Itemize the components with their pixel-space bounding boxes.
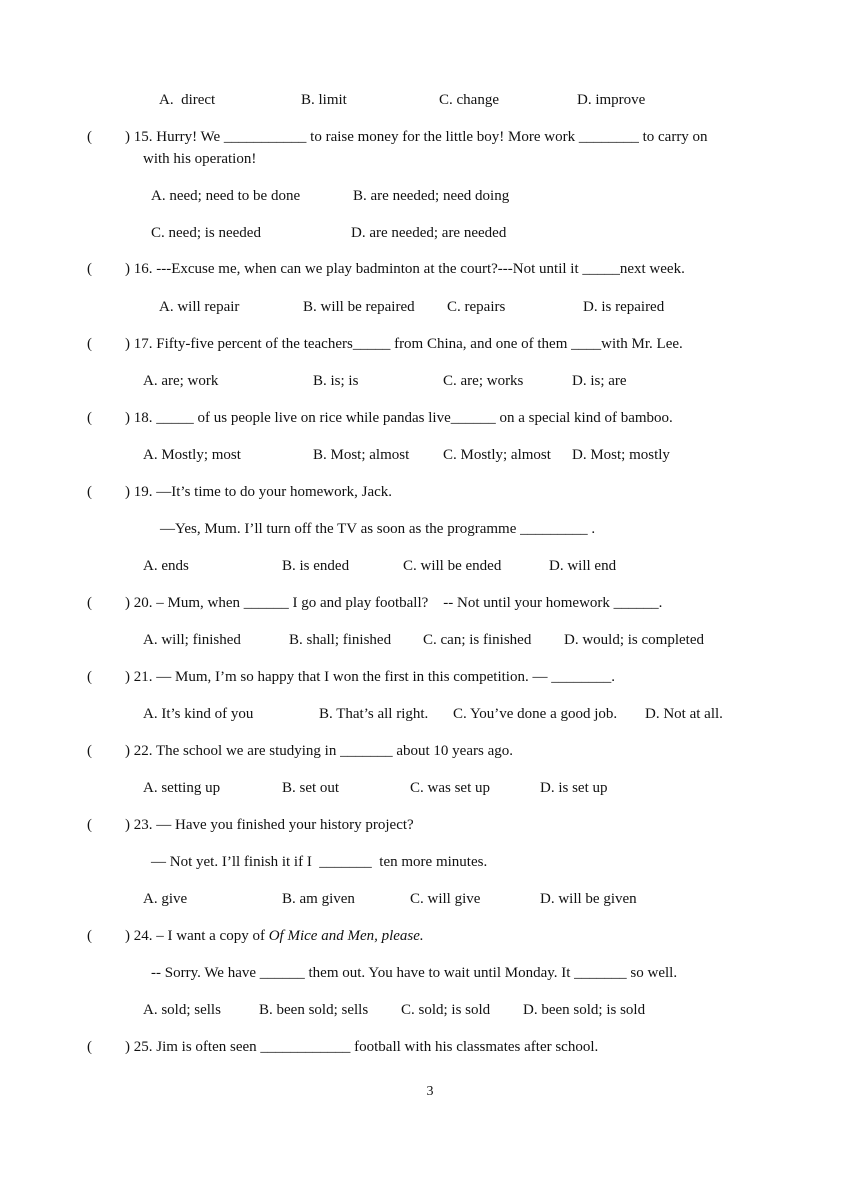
- q19-stem-cont: —Yes, Mum. I’ll turn off the TV as soon as the programme _________ .: [160, 521, 596, 537]
- q20-option-c: C. can; is finished: [423, 632, 532, 648]
- q24-option-d: D. been sold; is sold: [523, 1002, 646, 1018]
- q22-option-b: B. set out: [282, 780, 340, 796]
- answer-paren: (: [87, 484, 92, 500]
- q22-option-c: C. was set up: [410, 780, 490, 796]
- q15-option-b: B. are needed; need doing: [353, 188, 510, 204]
- q16-text: . ---Excuse me, when can we play badminton at the court?---Not until it _____next week.: [148, 261, 685, 277]
- q16-option-d: D. is repaired: [583, 299, 665, 315]
- answer-paren: (: [87, 743, 92, 759]
- q18-option-c: C. Mostly; almost: [443, 447, 551, 463]
- q21-option-b: B. That’s all right.: [319, 706, 429, 722]
- q16-option-a: A. will repair: [159, 299, 240, 315]
- q22-option-d: D. is set up: [540, 780, 608, 796]
- answer-paren: (: [87, 669, 92, 685]
- q20-option-a: A. will; finished: [143, 632, 241, 648]
- q18-stem: ) 18. _____ of us people live on rice while pandas live______ on a special kind of bamboo.: [125, 410, 673, 426]
- page-number: 3: [426, 1084, 434, 1099]
- q24-option-c: C. sold; is sold: [401, 1002, 491, 1018]
- q23-stem-cont: — Not yet. I’ll finish it if I _______ ten more minutes.: [151, 854, 488, 870]
- q17-option-b: B. is; is: [313, 373, 359, 389]
- answer-paren: (: [87, 817, 92, 833]
- q21-stem: ) 21. — Mum, I’m so happy that I won the first in this competition. — ________.: [125, 669, 615, 685]
- q23-option-a: A. give: [143, 891, 188, 907]
- q23-stem: ) 23. — Have you finished your history project?: [125, 817, 414, 833]
- answer-paren: (: [87, 1039, 92, 1055]
- answer-paren: (: [87, 129, 92, 145]
- q15-option-a: A. need; need to be done: [151, 188, 301, 204]
- q20-stem: ) 20. – Mum, when ______ I go and play football? -- Not until your homework ______.: [125, 595, 663, 611]
- q24-book-title: Of Mice and Men, please.: [268, 928, 424, 944]
- q14-option-b: B. limit: [301, 92, 347, 108]
- q15-option-d: D. are needed; are needed: [351, 225, 507, 241]
- q18-option-d: D. Most; mostly: [572, 447, 670, 463]
- q19-option-a: A. ends: [143, 558, 189, 574]
- q18-option-a: A. Mostly; most: [143, 447, 241, 463]
- answer-paren: (: [87, 928, 92, 944]
- answer-paren: (: [87, 410, 92, 426]
- q19-option-b: B. is ended: [282, 558, 350, 574]
- q19-option-d: D. will end: [549, 558, 617, 574]
- q16-option-c: C. repairs: [447, 299, 506, 315]
- q22-stem: ) 22. The school we are studying in _______ about 10 years ago.: [125, 743, 513, 759]
- q18-option-b: B. Most; almost: [313, 447, 410, 463]
- q24-option-a: A. sold; sells: [143, 1002, 221, 1018]
- q24-stem: [125, 927, 424, 945]
- q23-option-b: B. am given: [282, 891, 355, 907]
- q20-option-d: D. would; is completed: [564, 632, 704, 648]
- q16-number: ) 16: [125, 261, 149, 277]
- q21-option-d: D. Not at all.: [645, 706, 723, 722]
- q14-option-c: C. change: [439, 92, 499, 108]
- q19-option-c: C. will be ended: [403, 558, 502, 574]
- q20-option-b: B. shall; finished: [289, 632, 392, 648]
- q25-stem: ) 25. Jim is often seen ____________ football with his classmates after school.: [125, 1039, 599, 1055]
- q21-option-a: A. It’s kind of you: [143, 706, 254, 722]
- q14-option-d: D. improve: [577, 92, 646, 108]
- q24-option-b: B. been sold; sells: [259, 1002, 369, 1018]
- q24-stem-text: ) 24. – I want a copy of: [125, 928, 269, 944]
- q17-stem: ) 17. Fifty-five percent of the teachers_____ from China, and one of them ____with Mr. Lee.: [125, 336, 683, 352]
- q19-stem: ) 19. —It’s time to do your homework, Jack.: [125, 484, 393, 500]
- q16-option-b: B. will be repaired: [303, 299, 415, 315]
- q17-option-c: C. are; works: [443, 373, 524, 389]
- q23-option-c: C. will give: [410, 891, 481, 907]
- q16-stem: [125, 260, 685, 278]
- q15-stem: ) 15. Hurry! We ___________ to raise money for the little boy! More work ________ to carry on: [125, 129, 708, 145]
- q22-option-a: A. setting up: [143, 780, 221, 796]
- q15-option-c: C. need; is needed: [151, 225, 261, 241]
- q21-option-c: C. You’ve done a good job.: [453, 706, 618, 722]
- q14-option-a: A. direct: [159, 92, 216, 108]
- q17-option-a: A. are; work: [143, 373, 219, 389]
- q15-stem-cont: with his operation!: [143, 151, 257, 167]
- q23-option-d: D. will be given: [540, 891, 637, 907]
- answer-paren: (: [87, 595, 92, 611]
- q17-option-d: D. is; are: [572, 373, 627, 389]
- answer-paren: (: [87, 336, 92, 352]
- answer-paren: (: [87, 261, 92, 277]
- q24-stem-cont: -- Sorry. We have ______ them out. You have to wait until Monday. It _______ so well.: [151, 965, 678, 981]
